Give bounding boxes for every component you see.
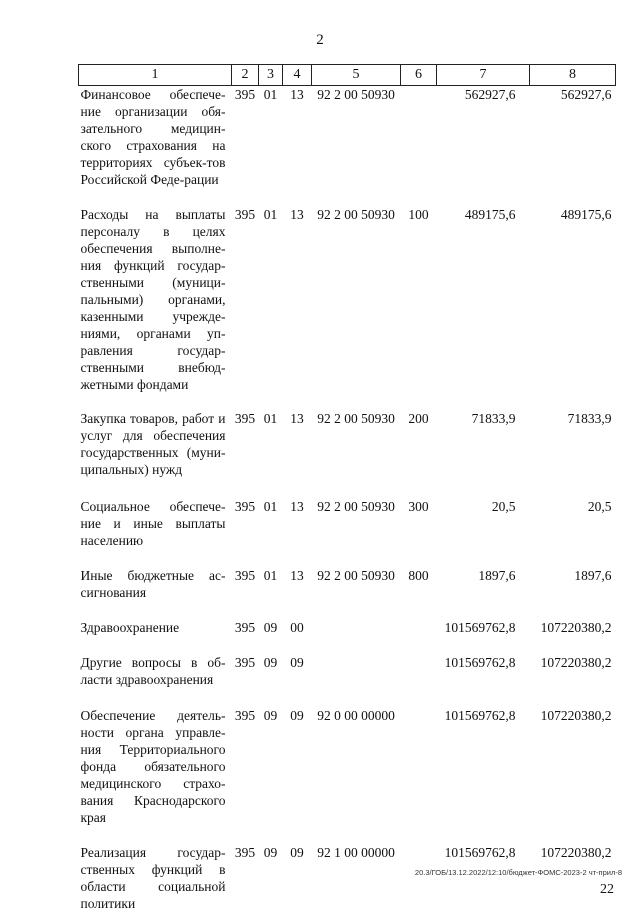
grbs-code-cell: 395	[232, 498, 259, 549]
row-name-cell: Здравоохранение	[79, 619, 232, 636]
header-row	[79, 65, 616, 86]
spacer-cell	[79, 636, 616, 654]
amount-2024-cell: 107220380,2	[530, 619, 616, 636]
target-article-cell	[312, 654, 401, 688]
amount-2024-cell: 107220380,2	[530, 707, 616, 826]
row-spacer	[79, 188, 616, 206]
expense-type-cell: 800	[401, 567, 437, 601]
amount-2023-cell: 101569762,8	[437, 844, 530, 912]
subsection-code-cell: 09	[283, 707, 312, 826]
expense-type-cell	[401, 619, 437, 636]
section-code-cell: 09	[259, 619, 283, 636]
row-spacer	[79, 393, 616, 410]
amount-2024-cell: 107220380,2	[530, 844, 616, 912]
spacer-cell	[79, 601, 616, 619]
row-spacer	[79, 478, 616, 498]
spacer-cell	[79, 188, 616, 206]
table-row	[79, 206, 616, 393]
column-header: 5	[312, 65, 401, 86]
section-code-cell: 01	[259, 86, 283, 189]
table-row	[79, 567, 616, 601]
table-row	[79, 707, 616, 826]
amount-2024-cell: 107220380,2	[530, 654, 616, 688]
amount-2023-cell: 20,5	[437, 498, 530, 549]
table-row	[79, 619, 616, 636]
amount-2024-cell: 489175,6	[530, 206, 616, 393]
amount-2023-cell: 1897,6	[437, 567, 530, 601]
table-row	[79, 654, 616, 688]
amount-2024-cell: 71833,9	[530, 410, 616, 478]
subsection-code-cell: 00	[283, 619, 312, 636]
amount-2024-cell: 562927,6	[530, 86, 616, 189]
table-row	[79, 410, 616, 478]
footer-page-number: 22	[600, 882, 614, 898]
spacer-cell	[79, 478, 616, 498]
row-name-cell: Реализация государ-ственных функций в области социальной политики	[79, 844, 232, 912]
target-article-cell: 92 2 00 50930	[312, 567, 401, 601]
table-row	[79, 86, 616, 189]
grbs-code-cell: 395	[232, 654, 259, 688]
row-name-cell: Расходы на выплаты персоналу в целях обеспечения выполне-ния функций государ-ственными (муници-пальными) органами, казенными учрежде-ниями, органами уп-равления государ-ственными внебюд-жетными фондами	[79, 206, 232, 393]
section-code-cell: 01	[259, 410, 283, 478]
grbs-code-cell: 395	[232, 567, 259, 601]
table-row	[79, 498, 616, 549]
amount-2023-cell: 101569762,8	[437, 619, 530, 636]
subsection-code-cell: 13	[283, 206, 312, 393]
amount-2023-cell: 101569762,8	[437, 654, 530, 688]
row-name-cell: Финансовое обеспече-ние организации обя-зательного медицин-ского страхования на территориях субъек-тов Российской Феде-рации	[79, 86, 232, 189]
amount-2023-cell: 489175,6	[437, 206, 530, 393]
row-spacer	[79, 688, 616, 707]
section-code-cell: 09	[259, 707, 283, 826]
expense-type-cell	[401, 654, 437, 688]
subsection-code-cell: 13	[283, 86, 312, 189]
column-header: 7	[437, 65, 530, 86]
row-spacer	[79, 826, 616, 844]
section-code-cell: 01	[259, 206, 283, 393]
expense-type-cell: 300	[401, 498, 437, 549]
target-article-cell: 92 2 00 50930	[312, 410, 401, 478]
subsection-code-cell: 13	[283, 410, 312, 478]
expense-type-cell: 200	[401, 410, 437, 478]
subsection-code-cell: 09	[283, 844, 312, 912]
column-header: 2	[232, 65, 259, 86]
grbs-code-cell: 395	[232, 844, 259, 912]
subsection-code-cell: 13	[283, 498, 312, 549]
section-code-cell: 01	[259, 498, 283, 549]
row-spacer	[79, 636, 616, 654]
column-header: 3	[259, 65, 283, 86]
page-number: 2	[0, 32, 640, 49]
spacer-cell	[79, 549, 616, 567]
subsection-code-cell: 09	[283, 654, 312, 688]
subsection-code-cell: 13	[283, 567, 312, 601]
target-article-cell: 92 2 00 50930	[312, 206, 401, 393]
column-header: 8	[530, 65, 616, 86]
table-header	[79, 65, 616, 86]
row-name-cell: Другие вопросы в об-ласти здравоохранения	[79, 654, 232, 688]
spacer-cell	[79, 688, 616, 707]
amount-2023-cell: 101569762,8	[437, 707, 530, 826]
row-spacer	[79, 601, 616, 619]
row-name-cell: Закупка товаров, работ и услуг для обеспечения государственных (муни-ципальных) нужд	[79, 410, 232, 478]
grbs-code-cell: 395	[232, 86, 259, 189]
target-article-cell: 92 1 00 00000	[312, 844, 401, 912]
grbs-code-cell: 395	[232, 619, 259, 636]
expense-type-cell: 100	[401, 206, 437, 393]
grbs-code-cell: 395	[232, 206, 259, 393]
budget-table	[78, 64, 616, 912]
spacer-cell	[79, 826, 616, 844]
target-article-cell: 92 2 00 50930	[312, 498, 401, 549]
target-article-cell: 92 2 00 50930	[312, 86, 401, 189]
column-header: 6	[401, 65, 437, 86]
spacer-cell	[79, 393, 616, 410]
target-article-cell	[312, 619, 401, 636]
expense-type-cell	[401, 844, 437, 912]
table-body	[79, 86, 616, 912]
expense-type-cell	[401, 86, 437, 189]
expense-type-cell	[401, 707, 437, 826]
target-article-cell: 92 0 00 00000	[312, 707, 401, 826]
section-code-cell: 09	[259, 844, 283, 912]
amount-2023-cell: 71833,9	[437, 410, 530, 478]
row-name-cell: Социальное обеспече-ние и иные выплаты населению	[79, 498, 232, 549]
row-name-cell: Обеспечение деятель-ности органа управле-ния Территориального фонда обязательного медицинского страхо-вания Краснодарского края	[79, 707, 232, 826]
section-code-cell: 01	[259, 567, 283, 601]
table-row	[79, 844, 616, 912]
column-header: 1	[79, 65, 232, 86]
row-spacer	[79, 549, 616, 567]
grbs-code-cell: 395	[232, 410, 259, 478]
row-name-cell: Иные бюджетные ас-сигнования	[79, 567, 232, 601]
amount-2024-cell: 1897,6	[530, 567, 616, 601]
document-code: 20.3/ГОБ/13.12.2022/12:10/бюджет-ФОМС-2023-2 чт-прил-8	[415, 868, 622, 877]
amount-2023-cell: 562927,6	[437, 86, 530, 189]
section-code-cell: 09	[259, 654, 283, 688]
amount-2024-cell: 20,5	[530, 498, 616, 549]
column-header: 4	[283, 65, 312, 86]
grbs-code-cell: 395	[232, 707, 259, 826]
